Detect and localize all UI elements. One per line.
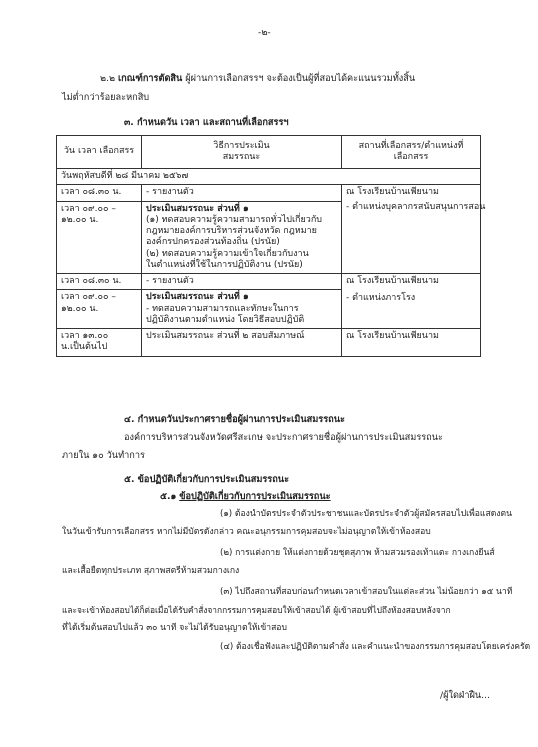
method-cell: [142, 290, 342, 329]
table-row: [57, 185, 481, 201]
place-position: - ตำแหน่งบุคลากรสนับสนุนการสอน: [346, 201, 486, 212]
time-cell: เวลา ๐๘.๓๐ น.: [57, 274, 142, 290]
method-line: (๒) ทดสอบความรู้ความเข้าใจเกี่ยวกับงาน: [146, 248, 309, 259]
item-3-line2: และจะเข้าห้องสอบได้ก็ต่อเมื่อได้รับคำสั่งจากกรรมการคุมสอบให้เข้าสอบได้ ผู้เข้าสอบที่ไปถึงห้องสอบหลังจาก: [62, 605, 451, 615]
section-5-heading: ๕. ข้อปฏิบัติเกี่ยวกับการประเมินสมรรถนะ: [124, 474, 290, 485]
section-2-2-number: ๒.๒: [100, 73, 116, 84]
item-1-line2: ในวันเข้ารับการเลือกสรร หากไม่มีบัตรดังกล่าว คณะอนุกรรมการคุมสอบจะไม่อนุญาตให้เข้าห้องสอบ: [62, 527, 431, 537]
method-line: (๑) ทดสอบความรู้ความสามารถทั่วไปเกี่ยวกับ: [146, 214, 322, 225]
place-name: ณ โรงเรียนบ้านเพียนาม: [346, 187, 439, 198]
section-2-2-text: ผู้ผ่านการเลือกสรรฯ จะต้องเป็นผู้ที่สอบได้คะแนนรวมทั้งสิ้น: [185, 73, 416, 84]
item-3-line3: ที่ได้เริ่มต้นสอบไปแล้ว ๓๐ นาที จะไม่ได้รับอนุญาตให้เข้าสอบ: [62, 623, 287, 633]
header-method: [142, 136, 342, 169]
table-header-row: [57, 136, 481, 169]
date-cell: วันพฤหัสบดีที่ ๒๘ มีนาคม ๒๕๖๗: [57, 169, 481, 185]
method-cell: ประเมินสมรรถนะ ส่วนที่ ๒ สอบสัมภาษณ์: [142, 329, 342, 357]
section-2-2-heading: เกณฑ์การตัดสิน: [117, 73, 183, 84]
section-4-line2: ภายใน ๑๐ วันทำการ: [62, 450, 145, 461]
table-row: [57, 274, 481, 290]
method-title: ประเมินสมรรถนะ ส่วนที่ ๑: [146, 292, 249, 303]
header-datetime: วัน เวลา เลือกสรร: [57, 136, 142, 169]
method-line: องค์กรปกครองส่วนท้องถิ่น (ปรนัย): [146, 237, 280, 248]
schedule-table: [56, 135, 486, 357]
time-cell: เวลา ๐๘.๓๐ น.: [57, 185, 142, 201]
section-4-line1: องค์การบริหารส่วนจังหวัดศรีสะเกษ จะประกาศรายชื่อผู้ผ่านการประเมินสมรรถนะ: [124, 432, 443, 443]
method-cell: - รายงานตัว: [142, 274, 342, 290]
section-5-1-number: ๕.๑: [160, 491, 177, 502]
time-cell: เวลา ๐๙.๐๐ – ๑๒.๐๐ น.: [57, 290, 142, 329]
section-3-heading: ๓. กำหนดวัน เวลา และสถานที่เลือกสรรฯ: [124, 117, 289, 128]
section-5-1-title: ข้อปฏิบัติเกี่ยวกับการประเมินสมรรถนะ: [179, 491, 331, 502]
section-2-2-text-cont: ไม่ต่ำกว่าร้อยละหกสิบ: [62, 92, 150, 103]
item-2-line1: (๒) การแต่งกาย ให้แต่งกายด้วยชุดสุภาพ ห้ามสวมรองเท้าแตะ กางเกงยีนส์: [220, 548, 495, 558]
method-line: กฎหมายองค์การบริหารส่วนจังหวัด กฎหมาย: [146, 226, 317, 236]
time-cell: เวลา ๑๓.๐๐ น.เป็นต้นไป: [57, 329, 142, 357]
place-cell: ณ โรงเรียนบ้านเพียนาม: [342, 329, 481, 357]
page-number: -๒-: [258, 27, 271, 38]
item-1-line1: (๑) ต้องนำบัตรประจำตัวประชาชนและบัตรประจำตัวผู้สมัครสอบไปเพื่อแสดงตน: [220, 509, 512, 519]
method-title: ประเมินสมรรถนะ ส่วนที่ ๑: [146, 203, 249, 214]
table-date-row: [57, 169, 481, 185]
method-line: ปฏิบัติงานตามตำแหน่ง โดยวิธีสอบปฏิบัติ: [146, 314, 305, 325]
section-4-heading: ๔. กำหนดวันประกาศรายชื่อผู้ผ่านการประเมินสมรรถนะ: [124, 414, 345, 425]
header-place: สถานที่เลือกสรร/ตำแหน่งที่เลือกสรร: [342, 136, 481, 169]
item-4-line1: (๔) ต้องเชื่อฟังและปฏิบัติตามคำสั่ง และคำแนะนำของกรรมการคุมสอบโดยเคร่งครัด: [220, 642, 531, 652]
method-line: ในตำแหน่งที่ใช้ในการปฏิบัติงาน (ปรนัย): [146, 259, 303, 270]
continuation-note: /ผู้ใดฝ่าฝืน...: [440, 690, 490, 701]
method-cell: [142, 201, 342, 274]
section-2-2: [100, 73, 415, 85]
table-row: [57, 329, 481, 357]
place-cell: [342, 185, 486, 274]
item-2-line2: และเสื้อยืดทุกประเภท สุภาพสตรีห้ามสวมกางเกง: [62, 566, 240, 576]
section-5-1-heading: [160, 491, 331, 503]
place-position: - ตำแหน่งภารโรง: [346, 293, 416, 304]
method-line: - ทดสอบความสามารถและทักษะในการ: [146, 303, 299, 314]
header-method-line1: วิธีการประเมิน: [213, 140, 270, 151]
item-3-line1: (๓) ไปถึงสถานที่สอบก่อนกำหนดเวลาเข้าสอบในแต่ละส่วน ไม่น้อยกว่า ๑๕ นาที: [220, 587, 513, 597]
place-name: ณ โรงเรียนบ้านเพียนาม: [346, 276, 439, 286]
time-cell: เวลา ๐๙.๐๐ – ๑๒.๐๐ น.: [57, 201, 142, 274]
header-method-line2: สมรรถนะ: [222, 152, 261, 162]
place-cell: [342, 274, 481, 329]
method-cell: - รายงานตัว: [142, 185, 342, 201]
